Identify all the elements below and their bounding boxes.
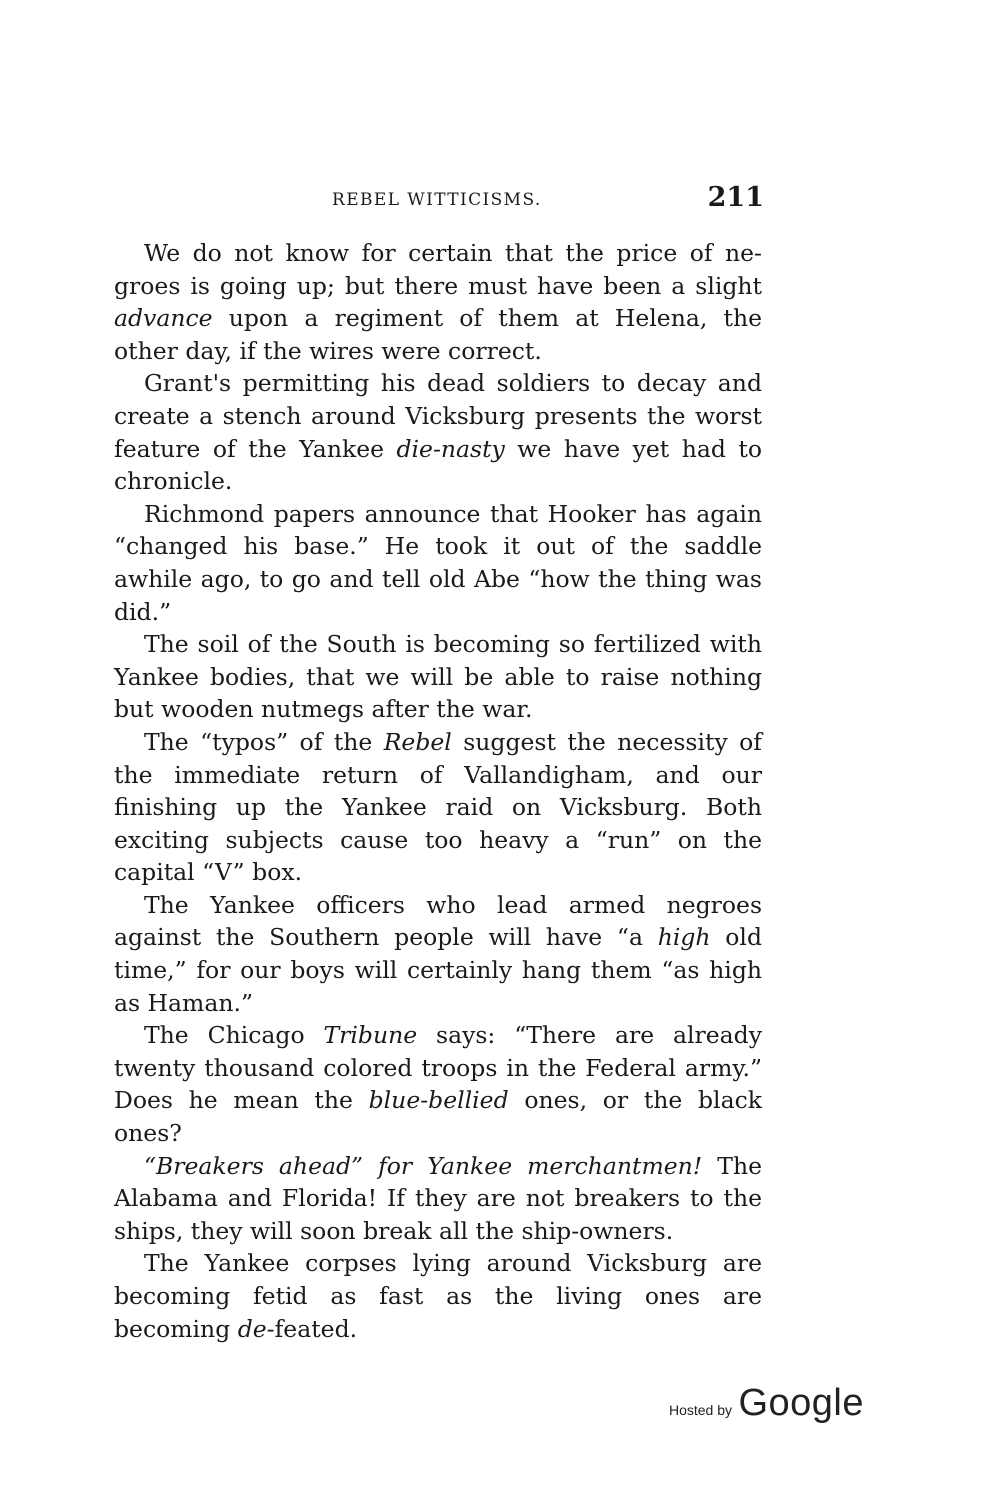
paragraph — [114, 726, 762, 889]
hosted-by-google-footer — [669, 1382, 864, 1432]
text-segment: Richmond papers announce that Hooker has again “changed his base.” He took it out of the saddle awhile ago, to go and tell old Abe “how the thing was did.” — [114, 499, 762, 626]
paragraph — [114, 1247, 762, 1345]
text-segment: We do not know for certain that the price of negroes is going up; but there must have been a slight — [114, 239, 762, 300]
italic-text: “Breakers ahead” for Yankee merchantmen! — [144, 1151, 703, 1180]
paragraph — [114, 1019, 762, 1149]
text-segment: ones, or the black ones? — [114, 1086, 762, 1148]
italic-text: blue-bellied — [368, 1086, 509, 1115]
text-segment: says: “There are already twenty thousand colored troops in the Federal army.” Does he mean the — [114, 1021, 762, 1115]
italic-text: Tribune — [323, 1021, 418, 1050]
text-segment: The Alabama and Florida! If they are not breakers to the ships, they will soon break all the ship-owners. — [114, 1151, 762, 1245]
paragraph — [114, 237, 762, 367]
text-segment: -feated. — [266, 1314, 358, 1343]
italic-text: advance — [114, 304, 213, 333]
text-segment: old time,” for our boys will certainly hang them “as high as Haman.” — [114, 923, 762, 1017]
paragraph — [114, 628, 762, 726]
running-head — [114, 182, 764, 222]
text-segment: Grant's permitting his dead soldiers to decay and create a stench around Vicksburg presents the worst feature of the Yankee — [114, 369, 762, 463]
italic-text: de — [237, 1314, 267, 1343]
text-segment: The Chicago — [144, 1021, 324, 1050]
running-title: REBEL WITTICISMS. — [332, 190, 542, 210]
text-segment: The “typos” of the — [144, 727, 384, 756]
paragraph — [114, 1150, 762, 1248]
paragraph — [114, 498, 762, 628]
body-text — [114, 237, 762, 1345]
page-number: 211 — [707, 182, 764, 213]
paragraph — [114, 889, 762, 1019]
text-segment: upon a regiment of them at Helena, the other day, if the wires were correct. — [114, 304, 762, 365]
paragraph — [114, 367, 762, 497]
text-segment: The Yankee corpses lying around Vicksburg are becoming fetid as fast as the living ones are becoming — [114, 1249, 762, 1343]
italic-text: high — [657, 923, 711, 952]
text-segment: The soil of the South is becoming so fertilized with Yankee bodies, that we will be able to raise nothing but wooden nutmegs after the war. — [114, 630, 762, 724]
italic-text: die-nasty — [396, 434, 505, 463]
hosted-by-label: Hosted by — [668, 1402, 732, 1418]
italic-text: Rebel — [383, 727, 452, 756]
text-segment: we have yet had to chronicle. — [114, 434, 762, 496]
text-segment: suggest the necessity of the immediate return of Vallandigham, and our finishing up the Yankee raid on Vicksburg. Both exciting subjects cause too heavy a “run” on the capital “V” box. — [114, 727, 762, 887]
google-logo-text: Google — [738, 1382, 864, 1424]
text-segment: The Yankee officers who lead armed negroes against the Southern people will have “a — [114, 890, 762, 952]
